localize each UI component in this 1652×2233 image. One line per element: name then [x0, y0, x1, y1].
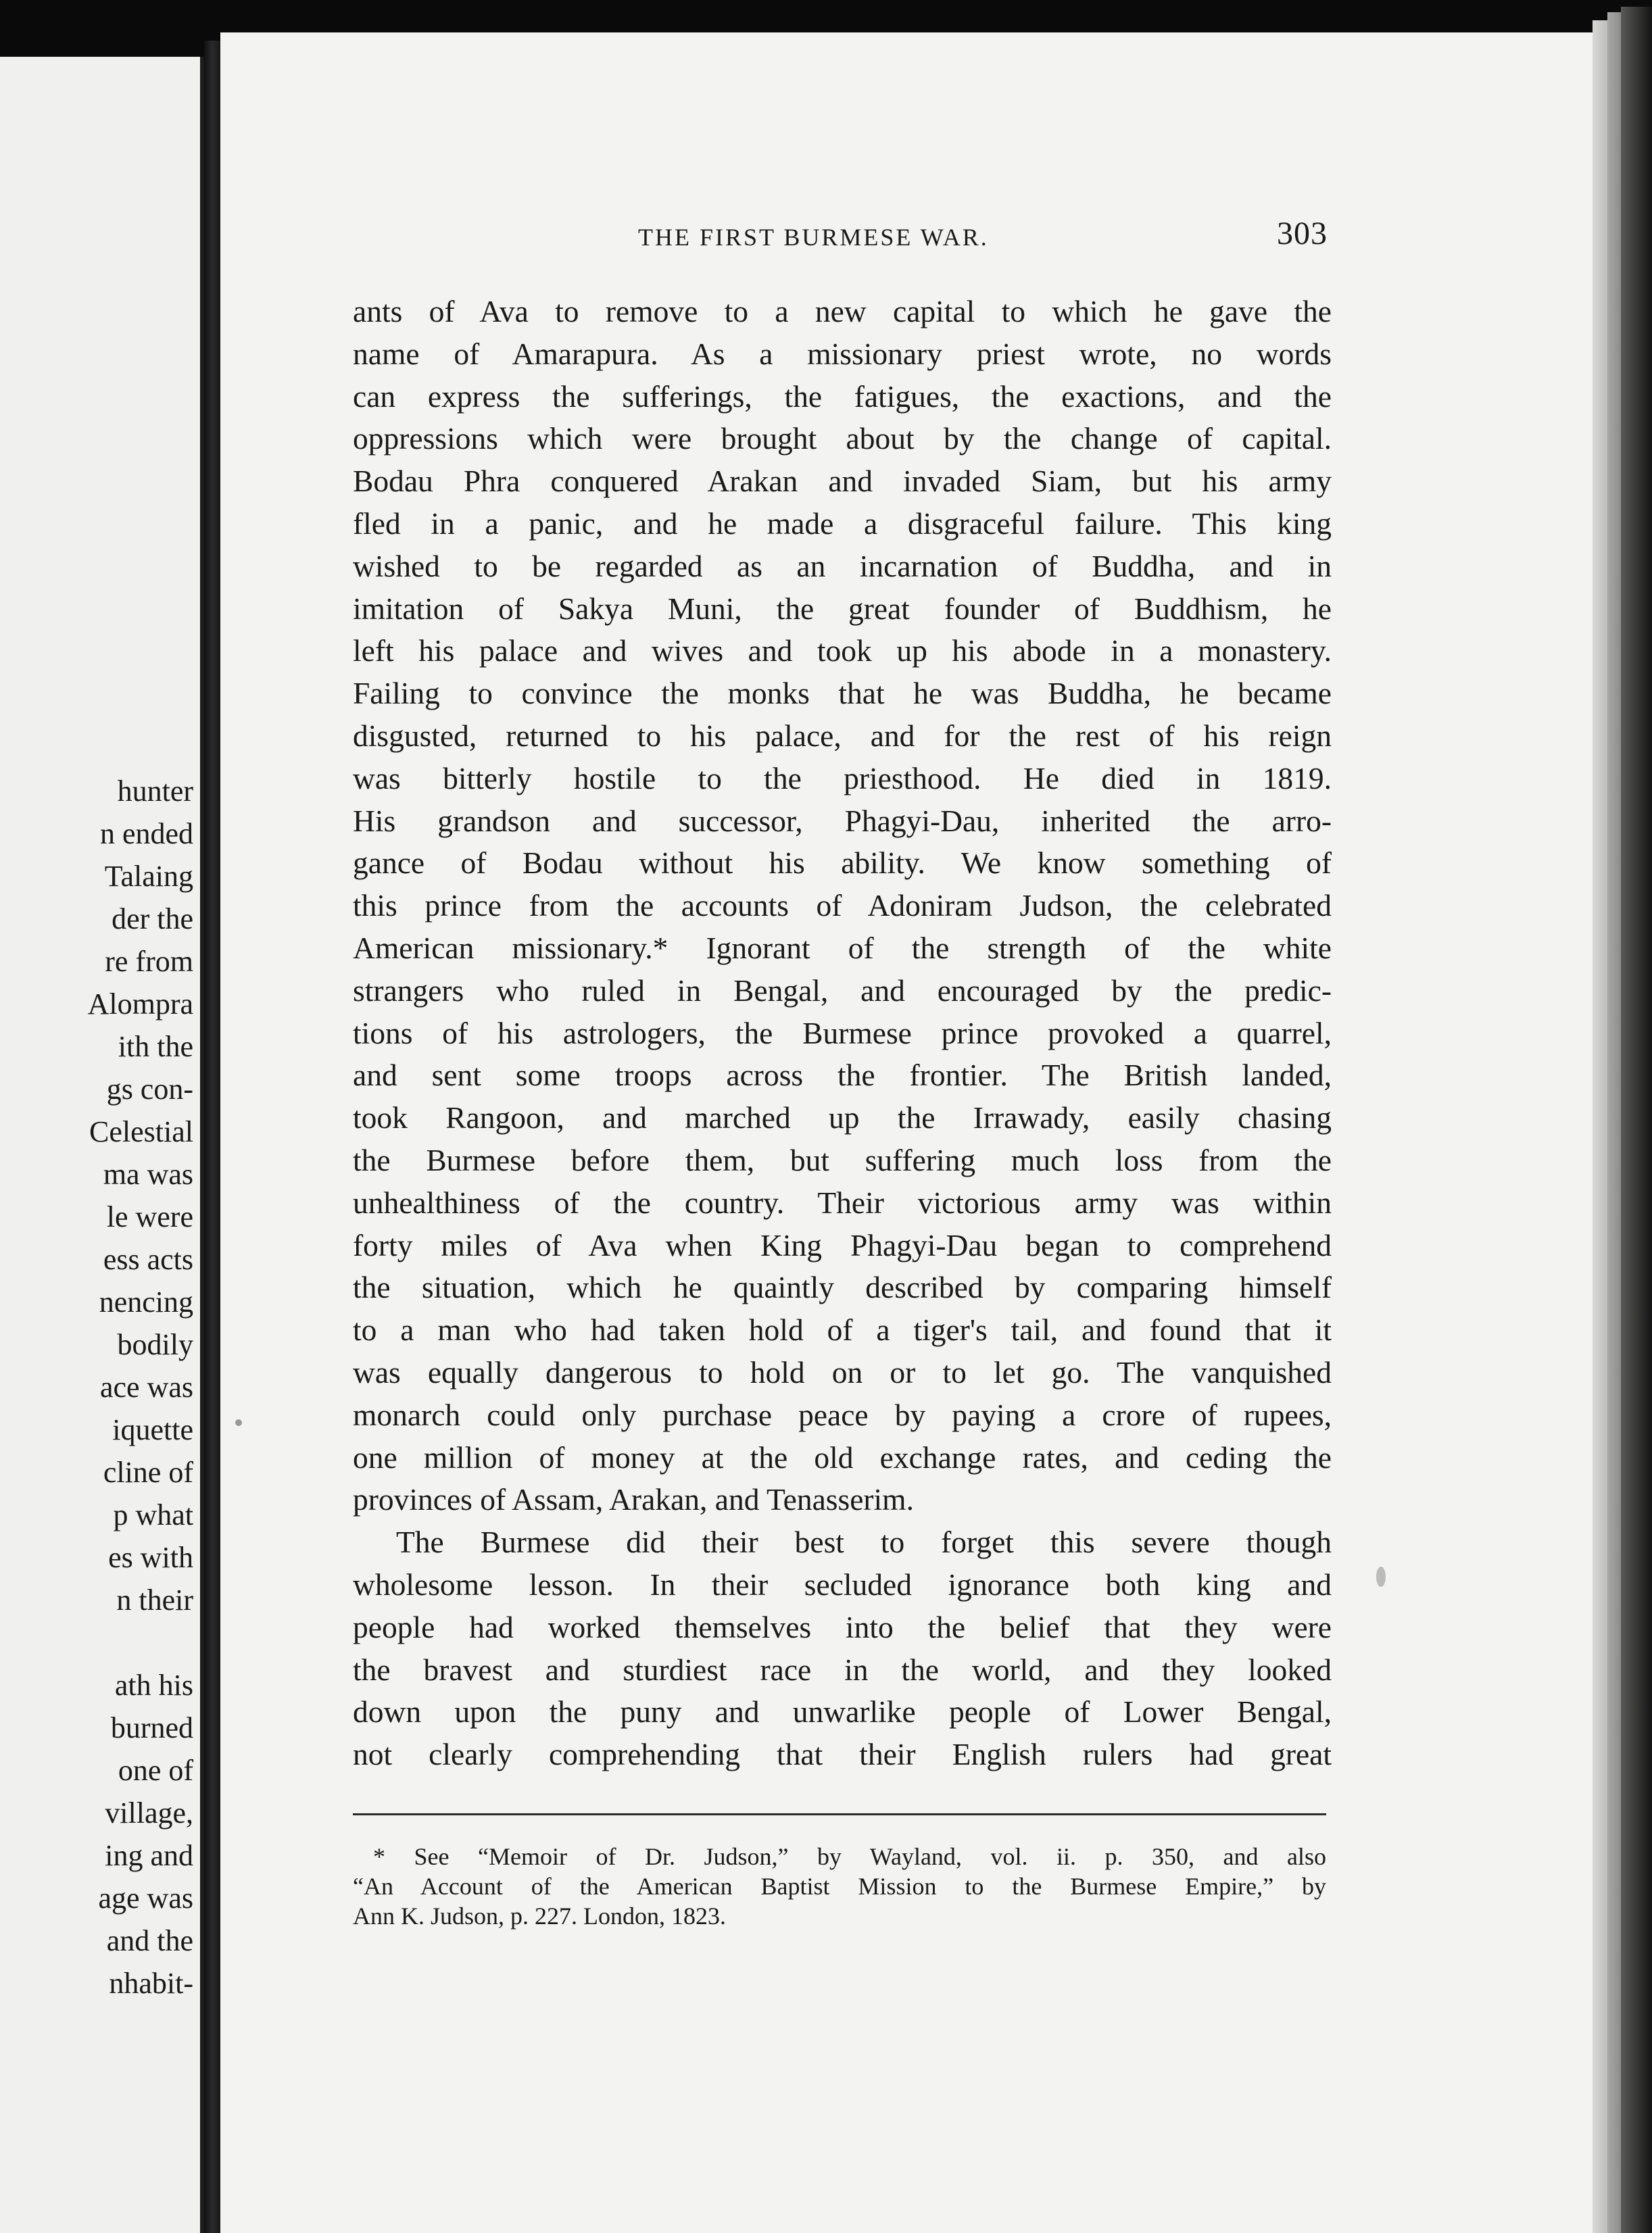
text-line: one million of money at the old exchange rates, and ceding the [353, 1440, 1332, 1475]
previous-page-line: age was [98, 1882, 193, 1915]
book-gutter [204, 41, 220, 2233]
page-number: 303 [1277, 216, 1328, 251]
previous-page-line: Celestial [89, 1115, 193, 1148]
scan-speck [235, 1419, 242, 1426]
text-line: this prince from the accounts of Adoniram Judson, the celebrated [353, 888, 1332, 923]
text-line: took Rangoon, and marched up the Irrawady, easily chasing [353, 1100, 1332, 1135]
previous-page-line: der the [112, 902, 193, 935]
paragraph-2 [353, 1521, 1332, 1776]
previous-page-line: ing and [105, 1839, 193, 1872]
footnote [353, 1842, 1326, 1931]
previous-page-line: n ended [99, 817, 193, 850]
text-line: not clearly comprehending that their English rulers had great [353, 1737, 1332, 1772]
paragraph-1 [353, 291, 1332, 1521]
footnote-line: “An Account of the American Baptist Mission to the Burmese Empire,” by [353, 1873, 1326, 1900]
previous-page-line: ath his [114, 1669, 193, 1702]
text-line: people had worked themselves into the belief that they were [353, 1609, 1332, 1644]
text-line: was bitterly hostile to the priesthood. He died in 1819. [353, 760, 1332, 795]
text-line: unhealthiness of the country. Their victorious army was within [353, 1185, 1332, 1220]
previous-page-line: n their [116, 1584, 193, 1617]
previous-page-line: Alompra [87, 987, 193, 1021]
text-line: imitation of Sakya Muni, the great founder of Buddhism, he [353, 591, 1332, 626]
text-line: and sent some troops across the frontier. The British landed, [353, 1058, 1332, 1093]
text-line: Bodau Phra conquered Arakan and invaded Siam, but his army [353, 464, 1332, 499]
text-line: fled in a panic, and he made a disgraceful failure. This king [353, 506, 1332, 541]
text-line: the situation, which he quaintly described by comparing himself [353, 1270, 1332, 1305]
previous-page-line: Talaing [104, 860, 193, 893]
text-line: strangers who ruled in Bengal, and encouraged by the predic- [353, 973, 1332, 1008]
page-edges [1621, 7, 1652, 2233]
previous-page-fragment [0, 57, 204, 2233]
running-head [638, 218, 1341, 258]
text-line: wished to be regarded as an incarnation of Buddha, and in [353, 548, 1332, 583]
text-line: Failing to convince the monks that he was Buddha, he became [353, 676, 1332, 711]
previous-page-line: ith the [118, 1030, 193, 1063]
text-line: left his palace and wives and took up his abode in a monastery. [353, 633, 1332, 668]
previous-page-line: burned [110, 1711, 193, 1744]
text-line: was equally dangerous to hold on or to let go. The vanquished [353, 1354, 1332, 1390]
previous-page-line: ma was [103, 1158, 193, 1191]
text-line: ants of Ava to remove to a new capital to which he gave the [353, 294, 1332, 328]
previous-page-line: es with [108, 1541, 193, 1574]
previous-page-line: and the [106, 1924, 193, 1957]
text-line: monarch could only purchase peace by paying a crore of rupees, [353, 1397, 1332, 1432]
previous-page-line: hunter [117, 775, 193, 808]
body-text [353, 291, 1332, 1776]
text-line: The Burmese did their best to forget this severe though [396, 1525, 1332, 1560]
previous-page-line: gs con- [106, 1073, 193, 1106]
previous-page-line: village, [105, 1796, 193, 1830]
previous-page-line: nencing [99, 1285, 193, 1319]
footnote-line: * See “Memoir of Dr. Judson,” by Wayland, vol. ii. p. 350, and also [373, 1843, 1326, 1870]
text-line: provinces of Assam, Arakan, and Tenasserim. [353, 1482, 914, 1517]
text-line: can express the sufferings, the fatigues, the exactions, and the [353, 378, 1332, 414]
previous-page-line: ess acts [103, 1243, 193, 1276]
text-line: wholesome lesson. In their secluded ignorance both king and [353, 1567, 1332, 1602]
text-line: oppressions which were brought about by the change of capital. [353, 421, 1332, 456]
previous-page-text [0, 770, 193, 2005]
text-line: forty miles of Ava when King Phagyi-Dau began to comprehend [353, 1227, 1332, 1262]
text-line: the Burmese before them, but suffering much loss from the [353, 1142, 1332, 1177]
running-title: THE FIRST BURMESE WAR. [638, 224, 989, 251]
text-line: tions of his astrologers, the Burmese prince provoked a quarrel, [353, 1015, 1332, 1050]
previous-page-line: bodily [117, 1328, 193, 1361]
previous-page-line: le were [106, 1200, 193, 1233]
page-edges [1607, 12, 1621, 2233]
text-line: the bravest and sturdiest race in the world, and they looked [353, 1652, 1332, 1687]
previous-page-line-gap [0, 1621, 193, 1664]
page-edges [1593, 20, 1607, 2233]
footnote-rule [353, 1813, 1326, 1815]
previous-page-line: cline of [103, 1456, 193, 1489]
previous-page-line: nhabit- [109, 1967, 193, 2000]
previous-page-line: iquette [112, 1413, 193, 1446]
previous-page-line: p what [113, 1498, 193, 1531]
previous-page-line: one of [118, 1754, 193, 1787]
previous-page-line: ace was [99, 1371, 193, 1404]
text-line: disgusted, returned to his palace, and for the rest of his reign [353, 718, 1332, 753]
text-line: name of Amarapura. As a missionary priest wrote, no words [353, 336, 1332, 371]
scan-speck [1376, 1567, 1386, 1587]
text-line: American missionary.* Ignorant of the strength of the white [353, 930, 1332, 965]
previous-page-line: re from [105, 945, 193, 978]
text-line: His grandson and successor, Phagyi-Dau, inherited the arro- [353, 803, 1332, 838]
text-line: gance of Bodau without his ability. We know something of [353, 845, 1332, 881]
footnote-line: Ann K. Judson, p. 227. London, 1823. [353, 1903, 727, 1930]
text-line: to a man who had taken hold of a tiger's tail, and found that it [353, 1312, 1332, 1348]
text-line: down upon the puny and unwarlike people of Lower Bengal, [353, 1694, 1332, 1729]
